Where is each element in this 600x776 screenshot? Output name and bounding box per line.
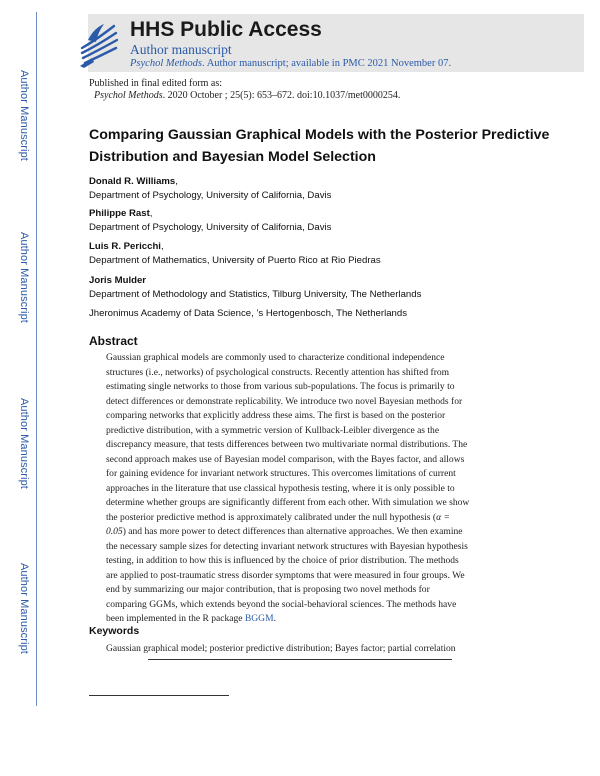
author-block: Donald R. Williams, Department of Psychology, University of California, Davis xyxy=(89,176,332,201)
abstract-text-1: Gaussian graphical models are commonly used to characterize conditional independence structures (i.e., networks) of psychological constructs. Recently attention has shifted from estimating single networks to those from various sub-populations. The focus is primarily to detect differences or demonstrate replicability. We introduce two novel Bayesian methods for comparing networks that explicitly address these aims. The first is based on the posterior predictive distribution, with a symmetric version of Kullback-Leibler divergence as the discrepancy measure, that tests differences between two multivariate normal distributions. The second approach makes use of Bayesian model comparison, with the Bayes factor, and allows for gaining evidence for invariant network structures. This overcomes limitations of current approaches in the literature that use classical hypothesis testing, where it is only possible to determine whether groups are significantly different from each other. With simulation we show the posterior predictive method is approximately calibrated under the null hypothesis ( xyxy=(106,352,470,523)
abstract-body xyxy=(106,351,470,627)
hhs-eagle-logo-icon xyxy=(74,18,124,70)
abstract-alpha: α = 0.05 xyxy=(106,511,450,537)
abstract-heading: Abstract xyxy=(89,334,138,348)
banner-availability-text: . Author manuscript; available in PMC 2021 November 07. xyxy=(202,58,452,69)
author-name: Luis R. Pericchi xyxy=(89,241,161,252)
author-affiliation: Department of Methodology and Statistics, Tilburg University, The Netherlands xyxy=(89,289,422,300)
banner-availability xyxy=(130,58,451,69)
keywords-heading: Keywords xyxy=(89,625,140,637)
author-affiliation: Department of Mathematics, University of Puerto Rico at Rio Piedras xyxy=(89,255,381,266)
abstract-text-end: . xyxy=(273,613,276,624)
author-affiliation-secondary: Jheronimus Academy of Data Science, ’s Hertogenbosch, The Netherlands xyxy=(89,308,408,319)
paper-title: Comparing Gaussian Graphical Models with the Posterior Predictive Distribution and Bayesian Model Selection xyxy=(89,127,550,165)
sidebar-rule xyxy=(36,12,37,706)
banner-journal: Psychol Methods xyxy=(130,58,203,69)
keywords-text: Gaussian graphical model; posterior predictive distribution; Bayes factor; partial correlation xyxy=(106,644,456,654)
sidebar-label: Author Manuscript xyxy=(18,232,30,323)
sidebar-label: Author Manuscript xyxy=(18,398,30,489)
published-citation xyxy=(89,90,400,102)
sidebar-label: Author Manuscript xyxy=(18,70,30,161)
banner-subtitle: Author manuscript xyxy=(130,42,232,57)
author-block: Luis R. Pericchi, Department of Mathematics, University of Puerto Rico at Rio Piedras xyxy=(89,241,381,266)
published-journal: Psychol Methods xyxy=(94,90,163,101)
author-name: Joris Mulder xyxy=(89,275,147,286)
author-affiliation: Department of Psychology, University of California, Davis xyxy=(89,190,332,201)
banner-title: HHS Public Access xyxy=(130,18,322,41)
published-label: Published in final edited form as: xyxy=(89,78,223,89)
footnote-divider xyxy=(89,695,229,696)
sidebar-label: Author Manuscript xyxy=(18,563,30,654)
author-block: Philippe Rast, Department of Psychology, University of California, Davis xyxy=(89,208,332,233)
bggm-package-link[interactable]: BGGM xyxy=(244,613,274,624)
author-name: Donald R. Williams xyxy=(89,176,176,187)
divider xyxy=(148,659,452,660)
abstract-text-2: ) and has more power to detect differences than alternative approaches. We then examine the necessary sample sizes for detecting invariant network structures with Bayesian hypothesis testing, in addition to how this is influenced by the choice of prior distribution. The methods are applied to post-traumatic stress disorder symptoms that were measured in four groups. We end by summarizing our major contribution, that is proposing two novel methods for comparing GGMs, which extends beyond the social-behavioral sciences. The methods have been implemented in the R package xyxy=(106,526,468,624)
author-name: Philippe Rast xyxy=(89,208,150,219)
author-affiliation: Department of Psychology, University of California, Davis xyxy=(89,222,332,233)
published-citation-text: . 2020 October ; 25(5): 653–672. doi:10.1037/met0000254. xyxy=(162,90,401,101)
published-in xyxy=(89,78,400,102)
sidebar xyxy=(0,0,38,776)
author-block xyxy=(89,274,421,302)
